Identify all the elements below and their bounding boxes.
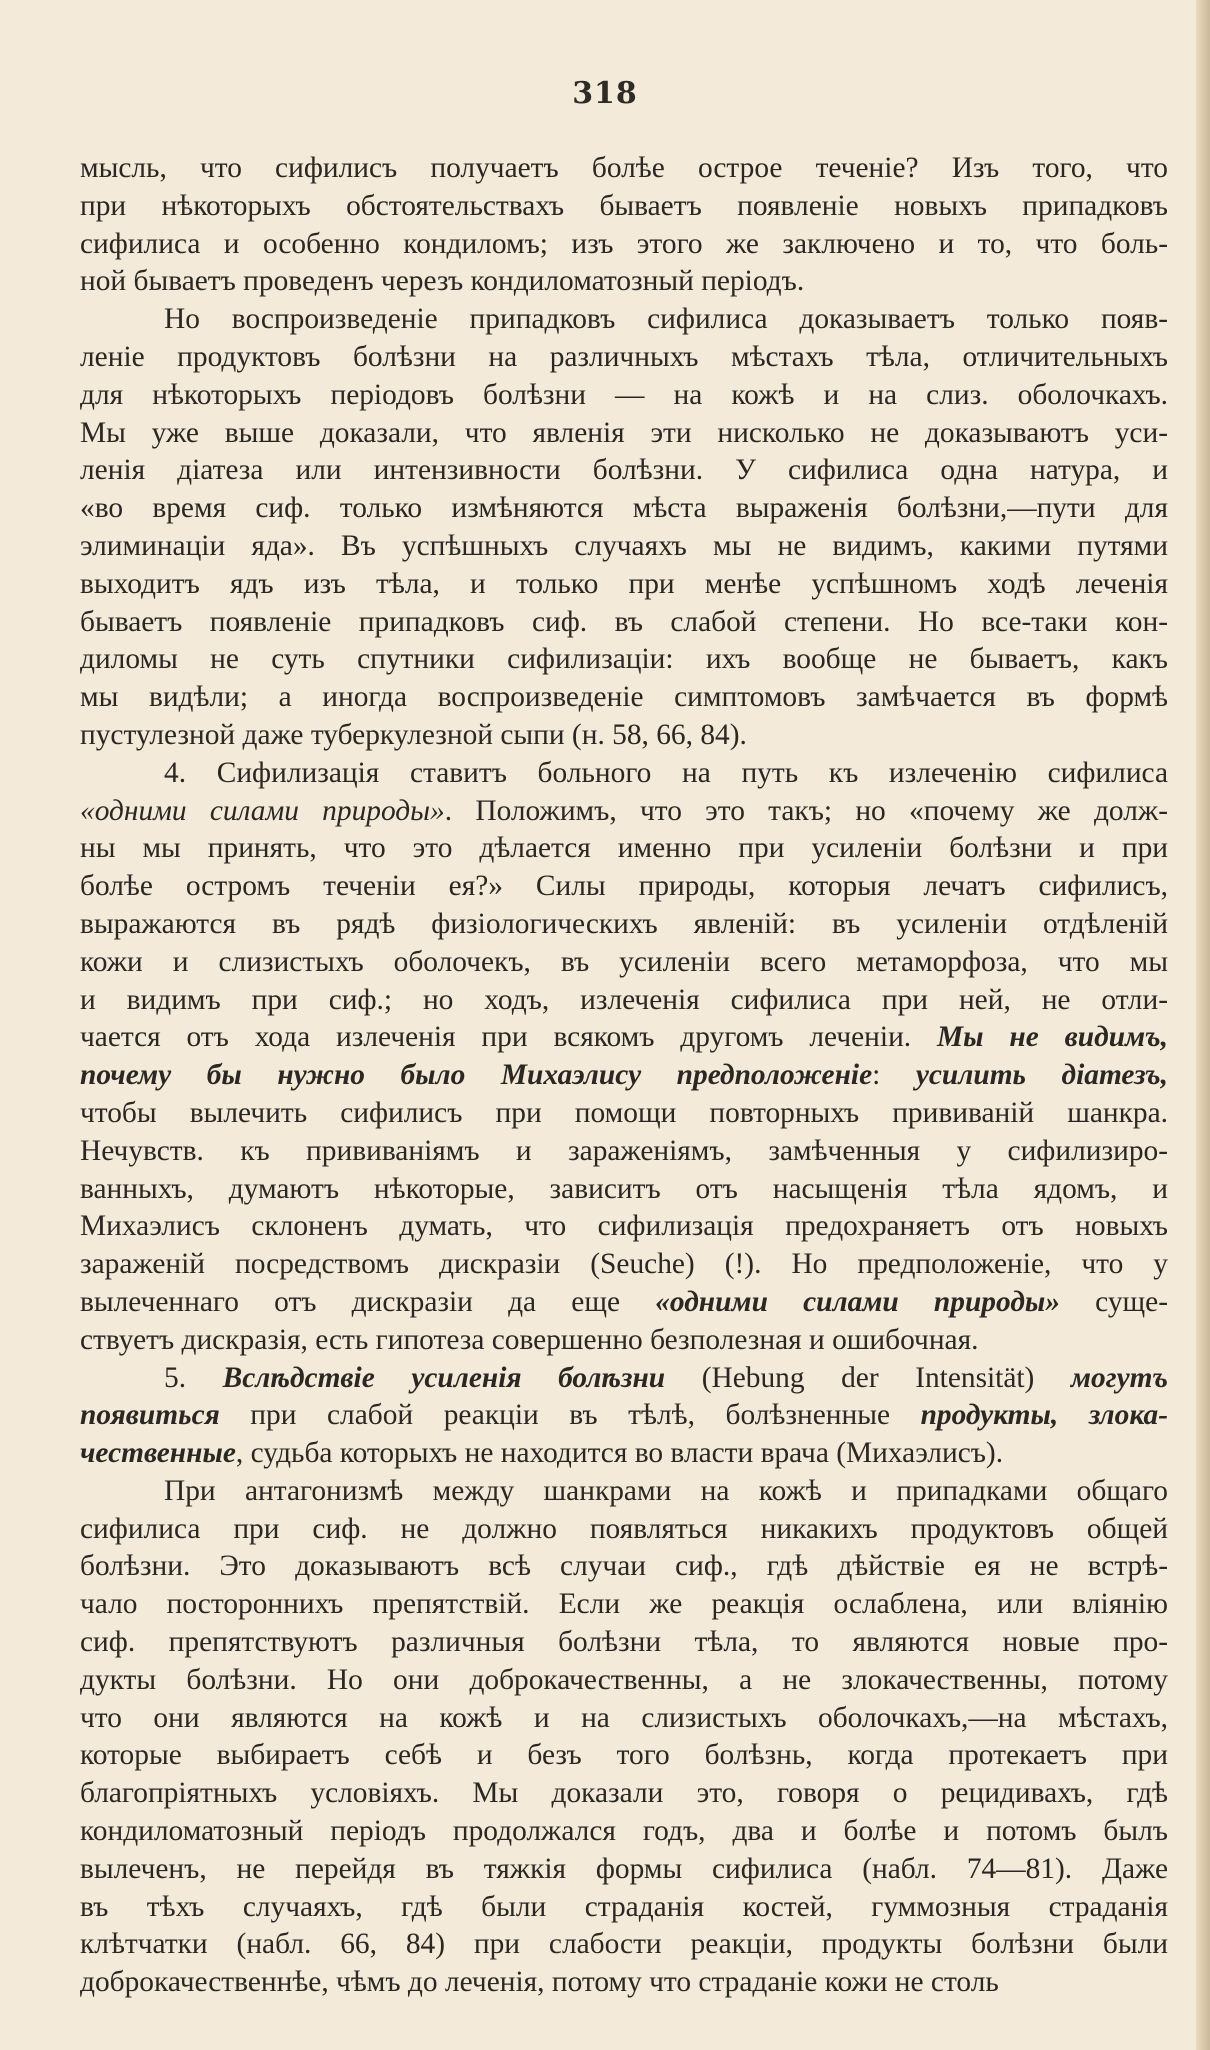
paragraph-p1 xyxy=(80,150,1168,301)
text-line: кожи и слизистыхъ оболочекъ, въ усиленіи всего метаморфоза, что мы xyxy=(80,945,1168,978)
body-text xyxy=(80,150,1168,2002)
text-line: Но воспроизведеніе припадковъ сифилиса доказываетъ только появ- xyxy=(164,303,1168,336)
text-line: Нечувств. къ прививаніямъ и зараженіямъ, замѣченныя у сифилизиро- xyxy=(80,1134,1168,1167)
text-line: сиф. препятствуютъ различныя болѣзни тѣла, то являются новые про- xyxy=(80,1626,1168,1659)
text-line: клѣтчатки (набл. 66, 84) при слабости реакціи, продукты болѣзни были xyxy=(80,1928,1168,1961)
text-line: мысль, что сифилисъ получаетъ болѣе острое теченіе? Изъ того, что xyxy=(80,152,1168,184)
text-line: ленія діатеза или интензивности болѣзни. У сифилиса одна натура, и xyxy=(80,454,1168,487)
paragraph-p5 xyxy=(80,1473,1168,2002)
text-line: почему бы нужно было Михаэлису предположеніе: усилить діатезъ, xyxy=(80,1059,1169,1092)
text-line: въ тѣхъ случаяхъ, гдѣ были страданія костей, гуммозныя страданія xyxy=(80,1890,1168,1923)
text-line: леніе продуктовъ болѣзни на различныхъ мѣстахъ тѣла, отличительныхъ xyxy=(80,340,1168,373)
text-line: бываетъ появленіе припадковъ сиф. въ слабой степени. Но все-таки кон- xyxy=(80,605,1168,638)
text-line: что они являются на кожѣ и на слизистыхъ оболочкахъ,—на мѣстахъ, xyxy=(80,1701,1168,1734)
text-line: которые выбираетъ себѣ и безъ того болѣзнь, когда протекаетъ при xyxy=(80,1739,1168,1772)
text-line: выражаются въ рядѣ физіологическихъ явленій: въ усиленіи отдѣленій xyxy=(80,907,1168,940)
page-number: 318 xyxy=(572,76,638,111)
text-line: элиминаціи яда». Въ успѣшныхъ случаяхъ мы не видимъ, какими путями xyxy=(80,529,1168,562)
text-line: появиться при слабой реакціи въ тѣлѣ, болѣзненные продукты, злока- xyxy=(80,1399,1168,1432)
page-edge-shadow xyxy=(1196,0,1210,2050)
text-line: зараженій посредствомъ дискразіи (Seuche) (!). Но предположеніе, что у xyxy=(80,1248,1168,1281)
text-line: при нѣкоторыхъ обстоятельствахъ бываетъ появленіе новыхъ припадковъ xyxy=(80,189,1168,222)
text-line: сифилиса при сиф. не должно появляться никакихъ продуктовъ общей xyxy=(80,1512,1168,1545)
text-line: благопріятныхъ условіяхъ. Мы доказали это, говоря о рецидивахъ, гдѣ xyxy=(80,1777,1168,1810)
text-line: «одними силами природы». Положимъ, что это такъ; но «почему же долж- xyxy=(80,794,1168,827)
text-line: Михаэлисъ склоненъ думать, что сифилизація предохраняетъ отъ новыхъ xyxy=(80,1210,1168,1243)
text-line: 5. Вслѣдствіе усиленія болѣзни (Hebung der Intensität) могутъ xyxy=(164,1361,1168,1394)
text-line: вылеченъ, не перейдя въ тяжкія формы сифилиса (набл. 74—81). Даже xyxy=(80,1852,1168,1885)
text-line: диломы не суть спутники сифилизаціи: ихъ вообще не бываетъ, какъ xyxy=(80,643,1168,676)
text-line: кондиломатозный періодъ продолжался годъ, два и болѣе и потомъ былъ xyxy=(80,1815,1168,1848)
text-line: болѣе остромъ теченіи ея?» Силы природы, которыя лечатъ сифилисъ, xyxy=(80,870,1168,903)
text-line: ной бываетъ проведенъ черезъ кондиломатозный періодъ. xyxy=(80,265,805,298)
text-line: ванныхъ, думаютъ нѣкоторые, зависитъ отъ насыщенія тѣла ядомъ, и xyxy=(80,1172,1168,1205)
text-line: болѣзни. Это доказываютъ всѣ случаи сиф., гдѣ дѣйствіе ея не встрѣ- xyxy=(80,1550,1168,1583)
text-line: вылеченнаго отъ дискразіи да еще «одними силами природы» суще- xyxy=(80,1285,1168,1318)
text-line: для нѣкоторыхъ періодовъ болѣзни — на кожѣ и на слиз. оболочкахъ. xyxy=(80,378,1168,411)
text-line: При антагонизмѣ между шанкрами на кожѣ и припадками общаго xyxy=(164,1474,1168,1507)
text-line: ны мы принять, что это дѣлается именно при усиленіи болѣзни и при xyxy=(80,832,1168,865)
text-line: мы видѣли; а иногда воспроизведеніе симптомовъ замѣчается въ формѣ xyxy=(80,681,1168,714)
paragraph-p2 xyxy=(80,301,1168,755)
text-line: и видимъ при сиф.; но ходъ, излеченія сифилиса при ней, не отли- xyxy=(80,983,1168,1016)
text-line: чественные, судьба которыхъ не находится во власти врача (Михаэлисъ). xyxy=(80,1437,1004,1470)
text-line: ствуетъ дискразія, есть гипотеза совершенно безполезная и ошибочная. xyxy=(80,1323,979,1356)
text-line: Мы уже выше доказали, что явленія эти нисколько не доказываютъ уси- xyxy=(80,416,1168,449)
paragraph-p3 xyxy=(80,755,1168,1360)
text-line: «во время сиф. только измѣняются мѣста выраженія болѣзни,—пути для xyxy=(80,492,1168,525)
text-line: чтобы вылечить сифилисъ при помощи повторныхъ прививаній шанкра. xyxy=(80,1096,1168,1129)
text-line: пустулезной даже туберкулезной сыпи (н. 58, 66, 84). xyxy=(80,718,747,751)
text-line: 4. Сифилизація ставитъ больного на путь къ излеченію сифилиса xyxy=(164,756,1168,789)
paragraph-p4 xyxy=(80,1360,1168,1473)
text-line: чается отъ хода излеченія при всякомъ другомъ леченіи. Мы не видимъ, xyxy=(80,1021,1169,1054)
text-line: выходитъ ядъ изъ тѣла, и только при менѣе успѣшномъ ходѣ леченія xyxy=(80,567,1168,600)
text-line: дукты болѣзни. Но они доброкачественны, а не злокачественны, потому xyxy=(80,1663,1168,1696)
text-line: доброкачественнѣе, чѣмъ до леченія, потому что страданіе кожи не столь xyxy=(80,1966,999,1999)
text-line: чало постороннихъ препятствій. Если же реакція ослаблена, или вліянію xyxy=(80,1588,1168,1621)
text-line: сифилиса и особенно кондиломъ; изъ этого же заключено и то, что боль- xyxy=(80,227,1168,260)
